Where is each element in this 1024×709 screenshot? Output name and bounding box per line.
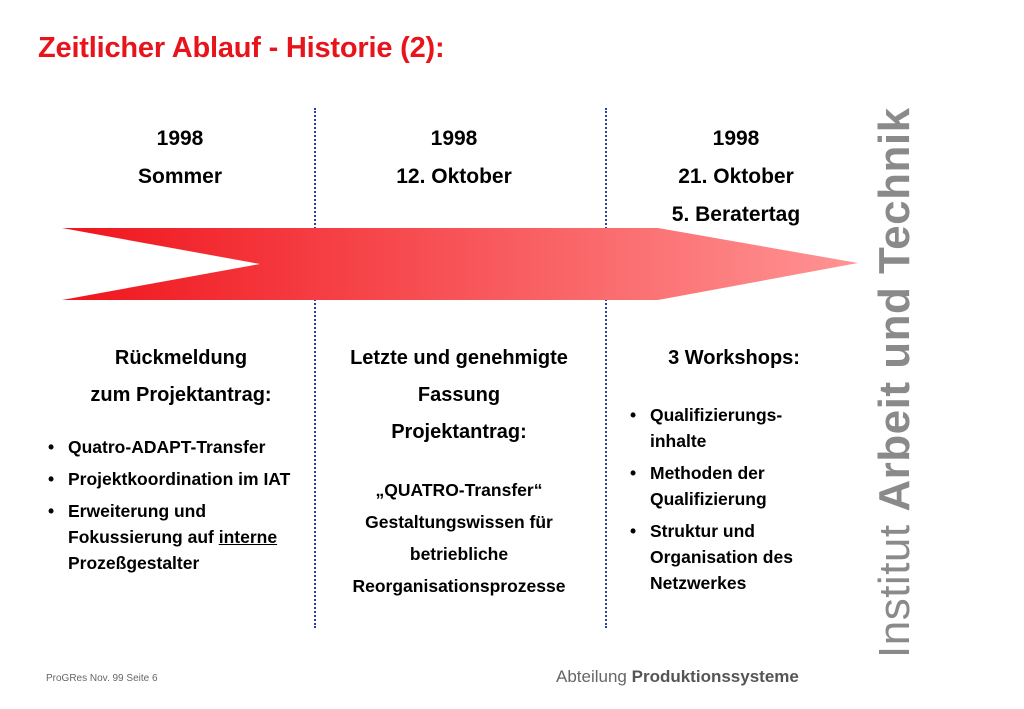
quote-line: Gestaltungswissen für xyxy=(365,512,553,532)
date-label: Sommer xyxy=(137,165,223,188)
list-item-text: Projektkoordination im IAT xyxy=(68,469,291,489)
date-year: 1998 xyxy=(156,127,204,150)
date-col-1 xyxy=(80,120,280,196)
date-col-2 xyxy=(354,120,554,196)
list-item: • Qualifizierungs-inhalte xyxy=(630,402,826,454)
footer-department-label: Abteilung xyxy=(556,667,627,686)
heading-col-3 xyxy=(614,340,854,377)
institute-brand xyxy=(870,107,920,658)
timeline-arrow xyxy=(60,226,860,302)
project-quote xyxy=(318,474,600,602)
list-item: • Struktur und Organisation des Netzwerkes xyxy=(630,518,826,596)
underlined-word: interne xyxy=(218,527,278,547)
date-col-3 xyxy=(636,120,836,234)
footer-department xyxy=(556,667,799,687)
list-item xyxy=(48,498,310,576)
date-year: 1998 xyxy=(430,127,478,150)
bullet-list-col-3 xyxy=(630,402,826,602)
quote-line: „QUATRO-Transfer“ xyxy=(375,480,543,500)
timeline-arrow-shape xyxy=(62,228,858,300)
divider-right xyxy=(605,108,607,628)
brand-light: Institut xyxy=(870,524,919,658)
heading-col-1 xyxy=(40,340,322,414)
heading-line: zum Projektantrag: xyxy=(90,384,272,406)
date-sublabel: 5. Beratertag xyxy=(671,203,801,226)
list-item: • Quatro-ADAPT-Transfer xyxy=(48,434,310,460)
bullet-list-col-1 xyxy=(48,434,310,582)
heading-line: Projektantrag: xyxy=(391,421,527,443)
heading-col-2 xyxy=(318,340,600,451)
heading-line: Letzte und genehmigte xyxy=(350,347,568,369)
quote-line: Reorganisationsprozesse xyxy=(352,576,566,596)
footer-department-name: Produktionssysteme xyxy=(631,667,799,686)
quote-line: betriebliche xyxy=(409,544,509,564)
list-item-text: Erweiterung und Fokussierung auf xyxy=(68,501,214,547)
date-label: 12. Oktober xyxy=(396,165,512,188)
heading-line: Fassung xyxy=(417,384,501,406)
date-year: 1998 xyxy=(712,127,760,150)
list-item-tail: Prozeßgestalter xyxy=(68,553,200,573)
brand-bold: Arbeit und Technik xyxy=(870,107,919,512)
footer-page-info: ProGRes Nov. 99 Seite 6 xyxy=(46,673,158,684)
list-item xyxy=(48,466,310,492)
date-label: 21. Oktober xyxy=(678,165,794,188)
heading-line: Rückmeldung xyxy=(114,347,248,369)
list-item: • Methoden der Qualifizierung xyxy=(630,460,826,512)
page-title: Zeitlicher Ablauf - Historie (2): xyxy=(38,32,445,64)
heading-line: 3 Workshops: xyxy=(668,347,800,369)
